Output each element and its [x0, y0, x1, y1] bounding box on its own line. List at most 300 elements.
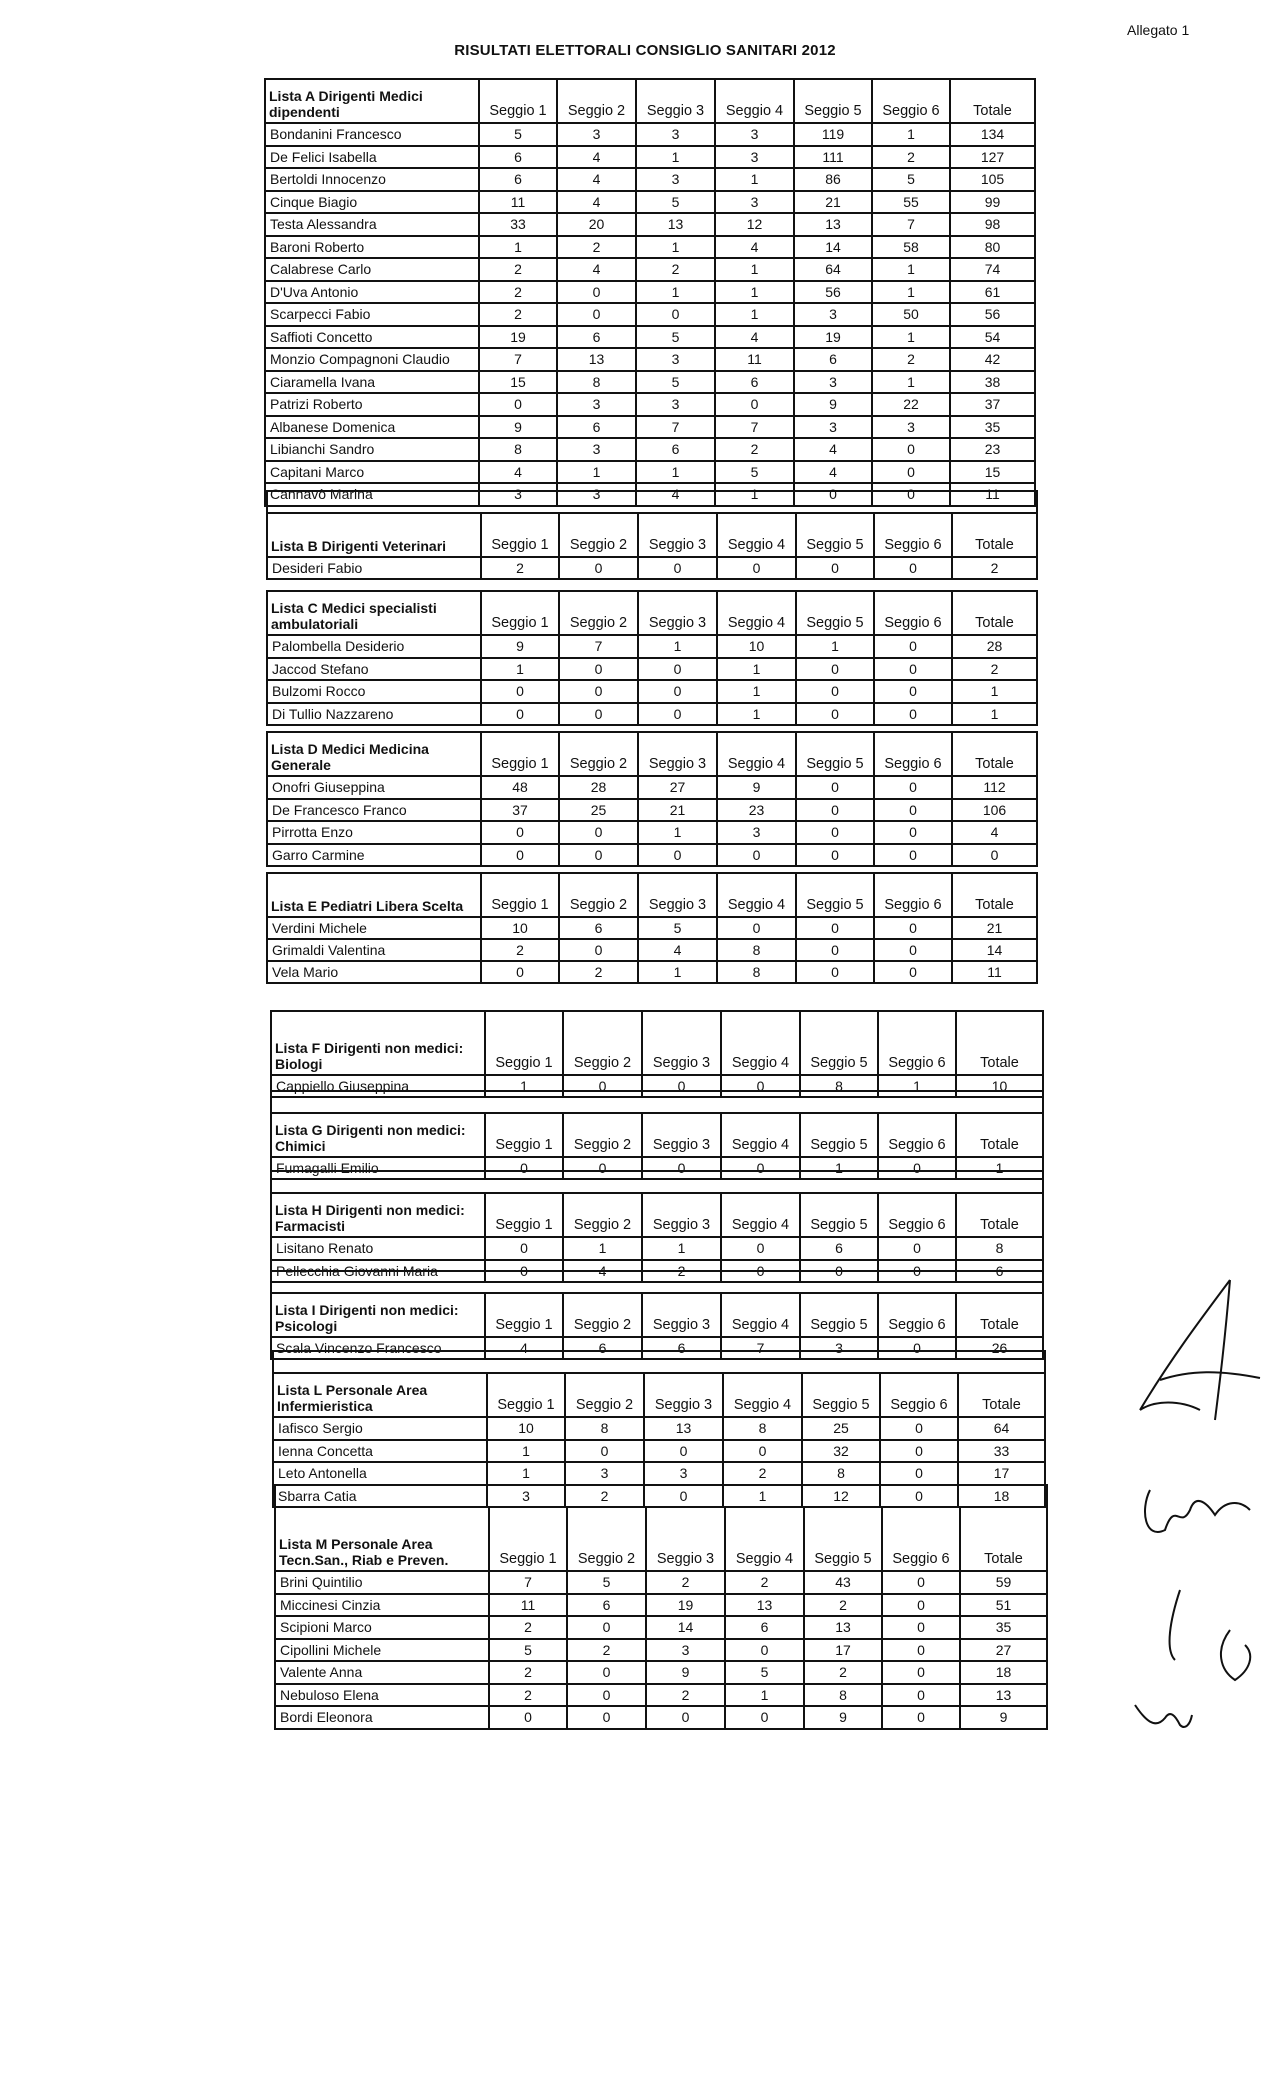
column-header: Seggio 1: [485, 1293, 563, 1337]
vote-cell: 3: [479, 483, 557, 506]
candidate-name: Pellecchia Giovanni Maria: [271, 1260, 485, 1283]
candidate-name: Valente Anna: [275, 1661, 489, 1684]
candidate-name: De Felici Isabella: [265, 146, 479, 169]
table-row: [265, 168, 1035, 191]
vote-cell: 9: [717, 776, 796, 799]
table-header-row: [267, 591, 1037, 635]
table-row: [273, 1417, 1045, 1440]
column-header: Seggio 4: [721, 1193, 800, 1237]
vote-cell: 0: [559, 680, 638, 703]
table-row: [265, 123, 1035, 146]
table-row: [267, 703, 1037, 726]
column-header: Seggio 5: [802, 1373, 880, 1417]
vote-cell: 1: [715, 168, 794, 191]
list-title: Lista M Personale Area Tecn.San., Riab e Preven.: [275, 1507, 489, 1571]
column-header: Seggio 3: [636, 79, 715, 123]
vote-cell: 0: [796, 658, 874, 681]
vote-cell: 0: [721, 1237, 800, 1260]
total-cell: 1: [952, 703, 1037, 726]
vote-cell: 2: [565, 1485, 644, 1508]
column-header: Seggio 4: [715, 79, 794, 123]
vote-cell: 9: [646, 1661, 725, 1684]
column-header: Seggio 4: [723, 1373, 802, 1417]
spacer-row: [271, 1171, 1043, 1193]
vote-cell: 6: [567, 1594, 646, 1617]
vote-cell: 0: [567, 1684, 646, 1707]
candidate-name: Garro Carmine: [267, 844, 481, 867]
vote-cell: 0: [796, 961, 874, 983]
vote-cell: 0: [796, 821, 874, 844]
results-table: [266, 490, 1038, 580]
vote-cell: 0: [563, 1075, 642, 1097]
list-title: Lista L Personale Area Infermieristica: [273, 1373, 487, 1417]
vote-cell: 3: [715, 191, 794, 214]
column-header: Seggio 5: [796, 591, 874, 635]
candidate-name: Libianchi Sandro: [265, 438, 479, 461]
vote-cell: 5: [872, 168, 950, 191]
candidate-name: D'Uva Antonio: [265, 281, 479, 304]
total-cell: 35: [950, 416, 1035, 439]
table-row: [265, 146, 1035, 169]
vote-cell: 0: [874, 961, 952, 983]
vote-cell: 0: [485, 1237, 563, 1260]
vote-cell: 2: [489, 1684, 567, 1707]
vote-cell: 15: [479, 371, 557, 394]
column-header: Seggio 5: [796, 732, 874, 776]
vote-cell: 0: [567, 1616, 646, 1639]
vote-cell: 0: [721, 1157, 800, 1179]
table-row: [275, 1706, 1047, 1729]
candidate-name: Vela Mario: [267, 961, 481, 983]
column-header: Seggio 5: [796, 873, 874, 917]
vote-cell: 1: [636, 281, 715, 304]
vote-cell: 13: [725, 1594, 804, 1617]
vote-cell: 1: [715, 281, 794, 304]
column-header: Seggio 6: [882, 1507, 960, 1571]
vote-cell: 0: [642, 1075, 721, 1097]
vote-cell: 48: [481, 776, 559, 799]
vote-cell: 5: [715, 461, 794, 484]
column-header: Seggio 1: [479, 79, 557, 123]
total-cell: 26: [956, 1337, 1043, 1359]
vote-cell: 2: [479, 258, 557, 281]
vote-cell: 0: [874, 799, 952, 822]
vote-cell: 28: [559, 776, 638, 799]
vote-cell: 0: [882, 1639, 960, 1662]
vote-cell: 4: [794, 438, 872, 461]
vote-cell: 13: [794, 213, 872, 236]
table-row: [265, 191, 1035, 214]
vote-cell: 0: [796, 844, 874, 867]
total-cell: 27: [960, 1639, 1047, 1662]
vote-cell: 6: [800, 1237, 878, 1260]
vote-cell: 6: [563, 1337, 642, 1359]
table-row: [267, 821, 1037, 844]
vote-cell: 4: [638, 939, 717, 961]
column-header: Seggio 1: [481, 513, 559, 557]
table-row: [267, 844, 1037, 867]
total-cell: 64: [958, 1417, 1045, 1440]
table-row: [265, 281, 1035, 304]
candidate-name: Verdini Michele: [267, 917, 481, 939]
table-header-row: [271, 1293, 1043, 1337]
vote-cell: 0: [800, 1260, 878, 1283]
vote-cell: 0: [796, 680, 874, 703]
total-cell: 23: [950, 438, 1035, 461]
vote-cell: 55: [872, 191, 950, 214]
vote-cell: 4: [479, 461, 557, 484]
vote-cell: 4: [715, 326, 794, 349]
total-cell: 14: [952, 939, 1037, 961]
total-cell: 1: [956, 1157, 1043, 1179]
vote-cell: 0: [882, 1571, 960, 1594]
vote-cell: 0: [559, 557, 638, 579]
vote-cell: 4: [636, 483, 715, 506]
list-title: Lista F Dirigenti non medici: Biologi: [271, 1011, 485, 1075]
column-header: Totale: [952, 873, 1037, 917]
vote-cell: 8: [717, 939, 796, 961]
document-title: RISULTATI ELETTORALI CONSIGLIO SANITARI 2012: [454, 42, 836, 59]
vote-cell: 4: [485, 1337, 563, 1359]
vote-cell: 2: [646, 1571, 725, 1594]
vote-cell: 1: [872, 281, 950, 304]
vote-cell: 0: [882, 1661, 960, 1684]
vote-cell: 10: [481, 917, 559, 939]
column-header: Seggio 5: [804, 1507, 882, 1571]
vote-cell: 0: [882, 1706, 960, 1729]
vote-cell: 1: [642, 1237, 721, 1260]
vote-cell: 1: [800, 1157, 878, 1179]
vote-cell: 8: [800, 1075, 878, 1097]
vote-cell: 0: [796, 799, 874, 822]
candidate-name: Grimaldi Valentina: [267, 939, 481, 961]
vote-cell: 8: [723, 1417, 802, 1440]
vote-cell: 2: [559, 961, 638, 983]
table-row: [267, 680, 1037, 703]
column-header: Seggio 6: [874, 873, 952, 917]
candidate-name: Sbarra Catia: [273, 1485, 487, 1508]
vote-cell: 8: [802, 1462, 880, 1485]
vote-cell: 0: [644, 1485, 723, 1508]
column-header: Seggio 6: [874, 732, 952, 776]
candidate-name: Pirrotta Enzo: [267, 821, 481, 844]
vote-cell: 8: [804, 1684, 882, 1707]
spacer-row: [271, 1091, 1043, 1113]
total-cell: 6: [956, 1260, 1043, 1283]
vote-cell: 2: [872, 348, 950, 371]
candidate-name: Albanese Domenica: [265, 416, 479, 439]
results-table: [274, 1484, 1048, 1730]
vote-cell: 3: [715, 123, 794, 146]
total-cell: 11: [952, 961, 1037, 983]
vote-cell: 0: [725, 1639, 804, 1662]
vote-cell: 3: [794, 303, 872, 326]
vote-cell: 12: [715, 213, 794, 236]
vote-cell: 1: [481, 658, 559, 681]
vote-cell: 2: [479, 281, 557, 304]
table-row: [267, 917, 1037, 939]
vote-cell: 11: [479, 191, 557, 214]
vote-cell: 0: [725, 1706, 804, 1729]
vote-cell: 0: [481, 680, 559, 703]
total-cell: 2: [952, 658, 1037, 681]
vote-cell: 7: [872, 213, 950, 236]
candidate-name: Testa Alessandra: [265, 213, 479, 236]
vote-cell: 2: [489, 1661, 567, 1684]
candidate-name: Ciaramella Ivana: [265, 371, 479, 394]
vote-cell: 8: [479, 438, 557, 461]
results-table: [270, 1270, 1044, 1360]
table-row: [267, 557, 1037, 579]
vote-cell: 0: [559, 821, 638, 844]
column-header: Seggio 4: [717, 732, 796, 776]
vote-cell: 3: [565, 1462, 644, 1485]
column-header: Seggio 2: [563, 1193, 642, 1237]
vote-cell: 1: [878, 1075, 956, 1097]
vote-cell: 2: [567, 1639, 646, 1662]
vote-cell: 1: [872, 371, 950, 394]
total-cell: 2: [952, 557, 1037, 579]
vote-cell: 10: [487, 1417, 565, 1440]
vote-cell: 0: [723, 1440, 802, 1463]
total-cell: 98: [950, 213, 1035, 236]
table-row: [275, 1594, 1047, 1617]
vote-cell: 0: [557, 303, 636, 326]
list-title: Lista D Medici Medicina Generale: [267, 732, 481, 776]
vote-cell: 0: [481, 821, 559, 844]
vote-cell: 1: [638, 961, 717, 983]
column-header: Seggio 2: [565, 1373, 644, 1417]
vote-cell: 0: [880, 1462, 958, 1485]
vote-cell: 2: [481, 557, 559, 579]
table-row: [271, 1237, 1043, 1260]
vote-cell: 6: [557, 416, 636, 439]
column-header: Seggio 5: [800, 1193, 878, 1237]
table-row: [265, 371, 1035, 394]
vote-cell: 23: [717, 799, 796, 822]
column-header: Seggio 4: [721, 1113, 800, 1157]
vote-cell: 10: [717, 635, 796, 658]
column-header: Seggio 4: [717, 873, 796, 917]
table-row: [275, 1639, 1047, 1662]
list-title: Lista C Medici specialisti ambulatoriali: [267, 591, 481, 635]
vote-cell: 4: [715, 236, 794, 259]
candidate-name: Palombella Desiderio: [267, 635, 481, 658]
total-cell: 56: [950, 303, 1035, 326]
table-header-row: [265, 79, 1035, 123]
vote-cell: 58: [872, 236, 950, 259]
vote-cell: 1: [725, 1684, 804, 1707]
vote-cell: 1: [563, 1237, 642, 1260]
table-row: [275, 1616, 1047, 1639]
vote-cell: 3: [644, 1462, 723, 1485]
vote-cell: 0: [479, 393, 557, 416]
candidate-name: Cannavò Marina: [265, 483, 479, 506]
table-header-row: [271, 1193, 1043, 1237]
total-cell: 42: [950, 348, 1035, 371]
vote-cell: 43: [804, 1571, 882, 1594]
vote-cell: 5: [567, 1571, 646, 1594]
column-header: Seggio 3: [638, 513, 717, 557]
column-header: Seggio 1: [489, 1507, 567, 1571]
column-header: Seggio 3: [642, 1193, 721, 1237]
vote-cell: 2: [804, 1661, 882, 1684]
vote-cell: 2: [642, 1260, 721, 1283]
vote-cell: 0: [878, 1157, 956, 1179]
total-cell: 99: [950, 191, 1035, 214]
table-row: [273, 1440, 1045, 1463]
column-header: Totale: [956, 1011, 1043, 1075]
vote-cell: 5: [479, 123, 557, 146]
total-cell: 61: [950, 281, 1035, 304]
table-row: [267, 635, 1037, 658]
column-header: Seggio 2: [563, 1113, 642, 1157]
candidate-name: Di Tullio Nazzareno: [267, 703, 481, 726]
table-row: [265, 416, 1035, 439]
column-header: Seggio 1: [487, 1373, 565, 1417]
vote-cell: 25: [559, 799, 638, 822]
vote-cell: 1: [487, 1462, 565, 1485]
vote-cell: 0: [872, 461, 950, 484]
total-cell: 4: [952, 821, 1037, 844]
vote-cell: 4: [563, 1260, 642, 1283]
total-cell: 17: [958, 1462, 1045, 1485]
total-cell: 1: [952, 680, 1037, 703]
table-row: [267, 776, 1037, 799]
annex-label: Allegato 1: [1127, 22, 1190, 38]
column-header: Seggio 6: [872, 79, 950, 123]
vote-cell: 3: [646, 1639, 725, 1662]
column-header: Seggio 3: [642, 1011, 721, 1075]
vote-cell: 6: [479, 146, 557, 169]
vote-cell: 4: [557, 258, 636, 281]
vote-cell: 13: [636, 213, 715, 236]
vote-cell: 0: [882, 1594, 960, 1617]
vote-cell: 11: [489, 1594, 567, 1617]
vote-cell: 19: [794, 326, 872, 349]
vote-cell: 0: [796, 557, 874, 579]
vote-cell: 0: [874, 680, 952, 703]
candidate-name: Monzio Compagnoni Claudio: [265, 348, 479, 371]
total-cell: 28: [952, 635, 1037, 658]
list-title: Lista I Dirigenti non medici: Psicologi: [271, 1293, 485, 1337]
vote-cell: 1: [479, 236, 557, 259]
vote-cell: 0: [485, 1157, 563, 1179]
candidate-name: Capitani Marco: [265, 461, 479, 484]
vote-cell: 3: [800, 1337, 878, 1359]
vote-cell: 0: [880, 1417, 958, 1440]
vote-cell: 0: [481, 844, 559, 867]
table-row: [275, 1661, 1047, 1684]
total-cell: 15: [950, 461, 1035, 484]
table-row: [265, 438, 1035, 461]
vote-cell: 11: [715, 348, 794, 371]
vote-cell: 5: [636, 191, 715, 214]
table-row: [265, 303, 1035, 326]
vote-cell: 3: [794, 416, 872, 439]
vote-cell: 1: [715, 483, 794, 506]
table-row: [265, 461, 1035, 484]
vote-cell: 0: [880, 1440, 958, 1463]
vote-cell: 0: [567, 1661, 646, 1684]
candidate-name: Baroni Roberto: [265, 236, 479, 259]
column-header: Totale: [950, 79, 1035, 123]
vote-cell: 0: [796, 917, 874, 939]
vote-cell: 0: [874, 703, 952, 726]
total-cell: 13: [960, 1684, 1047, 1707]
candidate-name: Brini Quintilio: [275, 1571, 489, 1594]
table-header-row: [275, 1507, 1047, 1571]
column-header: Seggio 3: [638, 732, 717, 776]
column-header: Seggio 6: [878, 1293, 956, 1337]
column-header: Seggio 2: [559, 873, 638, 917]
vote-cell: 0: [880, 1485, 958, 1508]
vote-cell: 6: [642, 1337, 721, 1359]
column-header: Seggio 2: [559, 591, 638, 635]
results-table: [266, 731, 1038, 867]
vote-cell: 0: [489, 1706, 567, 1729]
vote-cell: 21: [794, 191, 872, 214]
column-header: Seggio 6: [878, 1011, 956, 1075]
vote-cell: 0: [485, 1260, 563, 1283]
vote-cell: 0: [882, 1616, 960, 1639]
vote-cell: 32: [802, 1440, 880, 1463]
candidate-name: Fumagalli Emilio: [271, 1157, 485, 1179]
total-cell: 105: [950, 168, 1035, 191]
vote-cell: 0: [644, 1440, 723, 1463]
vote-cell: 12: [802, 1485, 880, 1508]
vote-cell: 1: [872, 258, 950, 281]
vote-cell: 2: [479, 303, 557, 326]
list-title: Lista B Dirigenti Veterinari: [267, 513, 481, 557]
list-title: Lista A Dirigenti Medici dipendenti: [265, 79, 479, 123]
results-table: [266, 872, 1038, 984]
table-header-row: [271, 1011, 1043, 1075]
vote-cell: 3: [715, 146, 794, 169]
column-header: Seggio 1: [485, 1193, 563, 1237]
vote-cell: 1: [715, 258, 794, 281]
candidate-name: Patrizi Roberto: [265, 393, 479, 416]
vote-cell: 0: [559, 703, 638, 726]
column-header: Totale: [956, 1113, 1043, 1157]
column-header: Totale: [952, 732, 1037, 776]
list-title: Lista E Pediatri Libera Scelta: [267, 873, 481, 917]
vote-cell: 1: [557, 461, 636, 484]
table-row: [275, 1571, 1047, 1594]
column-header: Seggio 4: [717, 513, 796, 557]
total-cell: 9: [960, 1706, 1047, 1729]
vote-cell: 1: [636, 146, 715, 169]
total-cell: 18: [960, 1661, 1047, 1684]
vote-cell: 0: [717, 557, 796, 579]
vote-cell: 1: [717, 680, 796, 703]
candidate-name: De Francesco Franco: [267, 799, 481, 822]
column-header: Seggio 6: [880, 1373, 958, 1417]
results-table: [270, 1170, 1044, 1283]
vote-cell: 3: [557, 123, 636, 146]
column-header: Seggio 1: [485, 1113, 563, 1157]
vote-cell: 0: [796, 939, 874, 961]
total-cell: 18: [958, 1485, 1045, 1508]
column-header: Seggio 4: [717, 591, 796, 635]
vote-cell: 0: [567, 1706, 646, 1729]
spacer-row: [271, 1271, 1043, 1293]
table-row: [265, 393, 1035, 416]
list-title: Lista H Dirigenti non medici: Farmacisti: [271, 1193, 485, 1237]
vote-cell: 3: [636, 348, 715, 371]
total-cell: 74: [950, 258, 1035, 281]
vote-cell: 37: [481, 799, 559, 822]
